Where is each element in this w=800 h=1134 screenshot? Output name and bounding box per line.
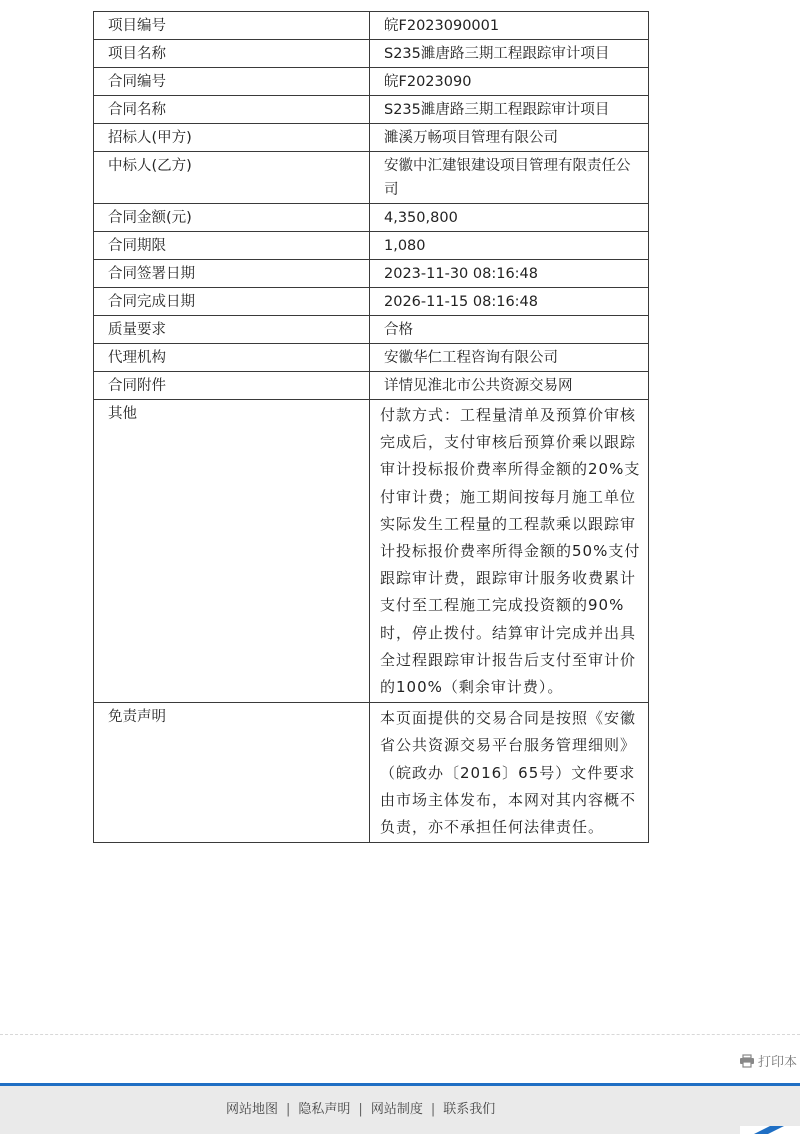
footer-links <box>226 1098 495 1117</box>
footer-link-policy[interactable]: 网站制度 <box>370 1102 423 1117</box>
table-row <box>94 400 649 703</box>
footer-link-privacy[interactable]: 隐私声明 <box>298 1102 351 1117</box>
table-row <box>94 96 649 124</box>
row-label: 合同金额(元) <box>94 204 370 232</box>
row-label: 合同名称 <box>94 96 370 124</box>
table-row <box>94 232 649 260</box>
row-value: 2023-11-30 08:16:48 <box>370 260 649 288</box>
separator: | <box>286 1102 291 1117</box>
separator: | <box>358 1102 363 1117</box>
table-row <box>94 372 649 400</box>
table-row <box>94 152 649 204</box>
footer <box>0 1083 800 1134</box>
row-label: 质量要求 <box>94 316 370 344</box>
table-row <box>94 124 649 152</box>
table-row <box>94 12 649 40</box>
row-value: S235濉唐路三期工程跟踪审计项目 <box>370 96 649 124</box>
table-row <box>94 204 649 232</box>
divider <box>0 1034 800 1035</box>
footer-link-sitemap[interactable]: 网站地图 <box>226 1102 279 1117</box>
row-value: S235濉唐路三期工程跟踪审计项目 <box>370 40 649 68</box>
contract-info-table <box>93 11 649 843</box>
table-row <box>94 68 649 96</box>
print-button[interactable] <box>739 1051 797 1070</box>
table-row <box>94 40 649 68</box>
footer-link-contact[interactable]: 联系我们 <box>443 1102 496 1117</box>
site-logo-icon <box>740 1126 800 1134</box>
row-label: 合同完成日期 <box>94 288 370 316</box>
row-label: 免责声明 <box>94 703 370 843</box>
row-value: 1,080 <box>370 232 649 260</box>
print-label: 打印本 <box>758 1055 798 1070</box>
row-value: 合格 <box>370 316 649 344</box>
printer-icon <box>739 1054 755 1068</box>
separator: | <box>430 1102 436 1117</box>
row-label: 合同编号 <box>94 68 370 96</box>
table-row <box>94 288 649 316</box>
row-value-other: 付款方式：工程量清单及预算价审核完成后，支付审核后预算价乘以跟踪审计投标报价费率所得金额的20%支付审计费；施工期间按每月施工单位实际发生工程量的工程款乘以跟踪审计投标报价费率所得金额的50%支付跟踪审计费，跟踪审计服务收费累计支付至工程施工完成投资额的90%时，停止拨付。结算审计完成并出具全过程跟踪审计报告后支付至审计价的100%（剩余审计费）。 <box>370 400 649 703</box>
row-value-disclaimer: 本页面提供的交易合同是按照《安徽省公共资源交易平台服务管理细则》（皖政办〔2016〕65号）文件要求由市场主体发布，本网对其内容概不负责，亦不承担任何法律责任。 <box>370 703 649 843</box>
row-label: 合同附件 <box>94 372 370 400</box>
row-label: 合同签署日期 <box>94 260 370 288</box>
row-label: 合同期限 <box>94 232 370 260</box>
row-label: 其他 <box>94 400 370 703</box>
row-value: 4,350,800 <box>370 204 649 232</box>
row-value: 安徽华仁工程咨询有限公司 <box>370 344 649 372</box>
row-label: 代理机构 <box>94 344 370 372</box>
row-label: 项目编号 <box>94 12 370 40</box>
table-row <box>94 316 649 344</box>
row-value: 濉溪万畅项目管理有限公司 <box>370 124 649 152</box>
table-row <box>94 260 649 288</box>
row-value: 详情见淮北市公共资源交易网 <box>370 372 649 400</box>
row-value: 皖F2023090001 <box>370 12 649 40</box>
row-label: 项目名称 <box>94 40 370 68</box>
row-value: 安徽中汇建银建设项目管理有限责任公司 <box>370 152 649 204</box>
row-label: 中标人(乙方) <box>94 152 370 204</box>
row-value: 2026-11-15 08:16:48 <box>370 288 649 316</box>
row-label: 招标人(甲方) <box>94 124 370 152</box>
table-row <box>94 344 649 372</box>
row-value: 皖F2023090 <box>370 68 649 96</box>
table-row <box>94 703 649 843</box>
